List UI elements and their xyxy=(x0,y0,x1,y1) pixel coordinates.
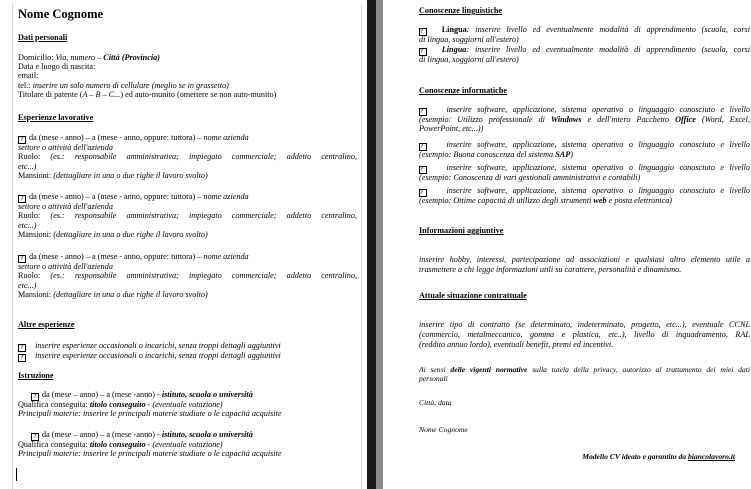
section-contract-heading[interactable]: Attuale situazione contrattuale xyxy=(419,291,527,300)
other-item-1[interactable]: ? inserire esperienze occasionali o incarichi, senza troppi dettagli aggiuntivi xyxy=(18,341,357,352)
work-2-period[interactable]: ? da (mese - anno) – a (mese - anno, oppure: tuttora) – nome azienda xyxy=(18,192,357,203)
page-gutter xyxy=(367,0,376,489)
edu-1-subjects[interactable]: Principali materie: inserire le principali materie studiate o le capacità acquisite xyxy=(18,409,282,418)
bullet-box-icon: ? xyxy=(18,255,26,263)
bullet-box-icon: ? xyxy=(419,108,427,116)
work-1-ruolo[interactable]: Ruolo: (es.: responsabile amministrativa; impiegato commerciale; addetto centralino, xyxy=(18,152,357,161)
section-education-heading[interactable]: Istruzione xyxy=(18,371,54,380)
work-3-sector[interactable]: settore o attività dell'azienda xyxy=(18,262,113,271)
edu-2-qualifica[interactable]: Qualifica conseguita: titolo conseguito - (eventuale votazione) xyxy=(18,440,223,449)
bullet-box-icon: ? xyxy=(419,189,427,197)
patente-line[interactable]: Titolare di patente (A – B – C...) ed auto-munito (omettere se non auto-munito) xyxy=(18,90,277,99)
domicilio-line[interactable]: Domicilio: Via, numero – Città (Provincia) xyxy=(18,53,160,62)
bullet-box-icon: ? xyxy=(18,354,26,362)
it-2[interactable]: ? inserire software, applicazione, sistema operativo o linguaggio conosciuto e livello xyxy=(420,140,750,150)
work-3-ruolo[interactable]: Ruolo: (es.: responsabile amministrativa; impiegato commerciale; addetto centralino, xyxy=(18,271,357,280)
bullet-box-icon: ? xyxy=(18,136,26,144)
page-right xyxy=(414,4,751,489)
additional-text-1[interactable]: inserire hobby, interessi, partecipazione ad associazioni e qualsiasi altro elemento utile a xyxy=(419,255,750,264)
bullet-box-icon: ? xyxy=(419,143,427,151)
language-2-cont[interactable]: di lingua, soggiorni all'estero) xyxy=(419,55,519,64)
section-other-heading[interactable]: Altre esperienze xyxy=(18,320,75,329)
bullet-box-icon: ? xyxy=(419,28,427,36)
it-3-example[interactable]: (esempio: Conoscenza di vari gestionali amministrativi e contabili) xyxy=(419,173,641,182)
bullet-box-icon: ? xyxy=(31,393,39,401)
text-cursor xyxy=(16,468,17,481)
edu-2-subjects[interactable]: Principali materie: inserire le principali materie studiate o le capacità acquisite xyxy=(18,449,282,458)
privacy-text-1[interactable]: Ai sensi delle vigenti normative sulla tutela della privacy, autorizzo al trattamento dei miei dati xyxy=(419,365,750,374)
email-line[interactable]: email: xyxy=(18,71,39,80)
bullet-box-icon: ? xyxy=(18,195,26,203)
work-3-mansioni[interactable]: Mansioni: (dettagliare in una o due righe il lavoro svolto) xyxy=(18,290,208,299)
place-date[interactable]: Città, data xyxy=(419,398,452,407)
additional-text-2[interactable]: trasmettere a chi legge informazioni utili su carattere, personalità e dinamismo. xyxy=(419,265,682,274)
bullet-box-icon: ? xyxy=(31,433,39,441)
work-2-sector[interactable]: settore o attività dell'azienda xyxy=(18,202,113,211)
edu-1-qualifica[interactable]: Qualifica conseguita: titolo conseguito - (eventuale votazione) xyxy=(18,400,223,409)
it-1-example-cont[interactable]: PowerPoint, etc...)) xyxy=(419,124,484,133)
work-3-ruolo-cont[interactable]: etc...) xyxy=(18,281,37,290)
contract-text-3[interactable]: (reddito annuo lordo), eventuali benefit, premi ed incentivi. xyxy=(419,340,614,349)
work-1-ruolo-cont[interactable]: etc...) xyxy=(18,162,37,171)
language-1[interactable]: ? Lingua: inserire livello ed eventualmente modalità di apprendimento (scuola, corsi xyxy=(420,25,750,35)
edu-1-period[interactable]: ? da (mese – anno) – a (mese -anno) - istituto, scuola o università xyxy=(31,390,357,401)
bullet-box-icon: ? xyxy=(419,166,427,174)
bullet-box-icon: ? xyxy=(419,48,427,56)
section-languages-heading[interactable]: Conoscenze linguistiche xyxy=(419,6,503,15)
bullet-box-icon: ? xyxy=(18,344,26,352)
work-2-mansioni[interactable]: Mansioni: (dettagliare in una o due righe il lavoro svolto) xyxy=(18,230,208,239)
section-personal-heading[interactable]: Dati personali xyxy=(18,33,68,42)
work-2-ruolo[interactable]: Ruolo: (es.: responsabile amministrativa; impiegato commerciale; addetto centralino, xyxy=(18,211,357,220)
cv-name[interactable]: Nome Cognome xyxy=(18,7,104,21)
section-work-heading[interactable]: Esperienze lavorative xyxy=(18,113,94,122)
work-1-period[interactable]: ? da (mese - anno) – a (mese - anno, oppure: tuttora) – nome azienda xyxy=(18,133,357,144)
it-1[interactable]: ? inserire software, applicazione, sistema operativo o linguaggio conosciuto e livello xyxy=(420,105,750,115)
work-1-mansioni[interactable]: Mansioni: (dettagliare in una o due righe il lavoro svolto) xyxy=(18,171,208,180)
work-3-period[interactable]: ? da (mese - anno) – a (mese - anno, oppure: tuttora) – nome azienda xyxy=(18,252,357,263)
page-gutter-shadow xyxy=(376,0,383,489)
section-it-heading[interactable]: Conoscenze informatiche xyxy=(419,86,507,95)
it-2-example[interactable]: (esempio: Buona conoscenza del sistema SAP) xyxy=(419,150,573,159)
birth-line[interactable]: Data e luogo di nascita: xyxy=(18,62,96,71)
tel-line[interactable]: tel.: inserire un solo numero di cellulare (meglio se in grassetto) xyxy=(18,81,229,90)
edu-2-period[interactable]: ? da (mese – anno) – a (mese -anno) - istituto, scuola o università xyxy=(31,430,357,441)
contract-text-1[interactable]: inserire tipo di contratto (se determinato, indeterminato, progetto, etc...), eventuale CCNL xyxy=(419,320,750,329)
footer-link[interactable]: biancolavoro.it xyxy=(687,452,735,461)
page-left xyxy=(12,4,362,489)
section-additional-heading[interactable]: Informazioni aggiuntive xyxy=(419,226,504,235)
privacy-text-2[interactable]: personali xyxy=(419,374,448,383)
footer-credit[interactable]: Modello CV ideato e garantito da biancolavoro.it xyxy=(582,452,735,461)
work-1-sector[interactable]: settore o attività dell'azienda xyxy=(18,143,113,152)
it-3[interactable]: ? inserire software, applicazione, sistema operativo o linguaggio conosciuto e livello xyxy=(420,163,750,173)
other-item-2[interactable]: ? inserire esperienze occasionali o incarichi, senza troppi dettagli aggiuntivi xyxy=(18,351,357,362)
signature-name[interactable]: Nome Cognome xyxy=(419,425,468,434)
it-4-example[interactable]: (esempio: Ottime capacità di utilizzo degli strumenti web e posta elettronica) xyxy=(419,196,673,205)
work-2-ruolo-cont[interactable]: etc...) xyxy=(18,221,37,230)
it-1-example[interactable]: (esempio: Utilizzo professionale di Windows e dell'intero Pacchetto Office (Word, Excel, xyxy=(419,115,750,124)
language-2[interactable]: ? Lingua: inserire livello ed eventualmente modalità di apprendimento (scuola, corsi xyxy=(420,45,750,55)
it-4[interactable]: ? inserire software, applicazione, sistema operativo o linguaggio conosciuto e livello xyxy=(420,186,750,196)
contract-text-2[interactable]: (commercio, metalmeccanico, gomma e plastica, etc..), livello di inquadramento, RAL xyxy=(419,330,750,339)
language-1-cont[interactable]: di lingua, soggiorni all'estero) xyxy=(419,35,519,44)
